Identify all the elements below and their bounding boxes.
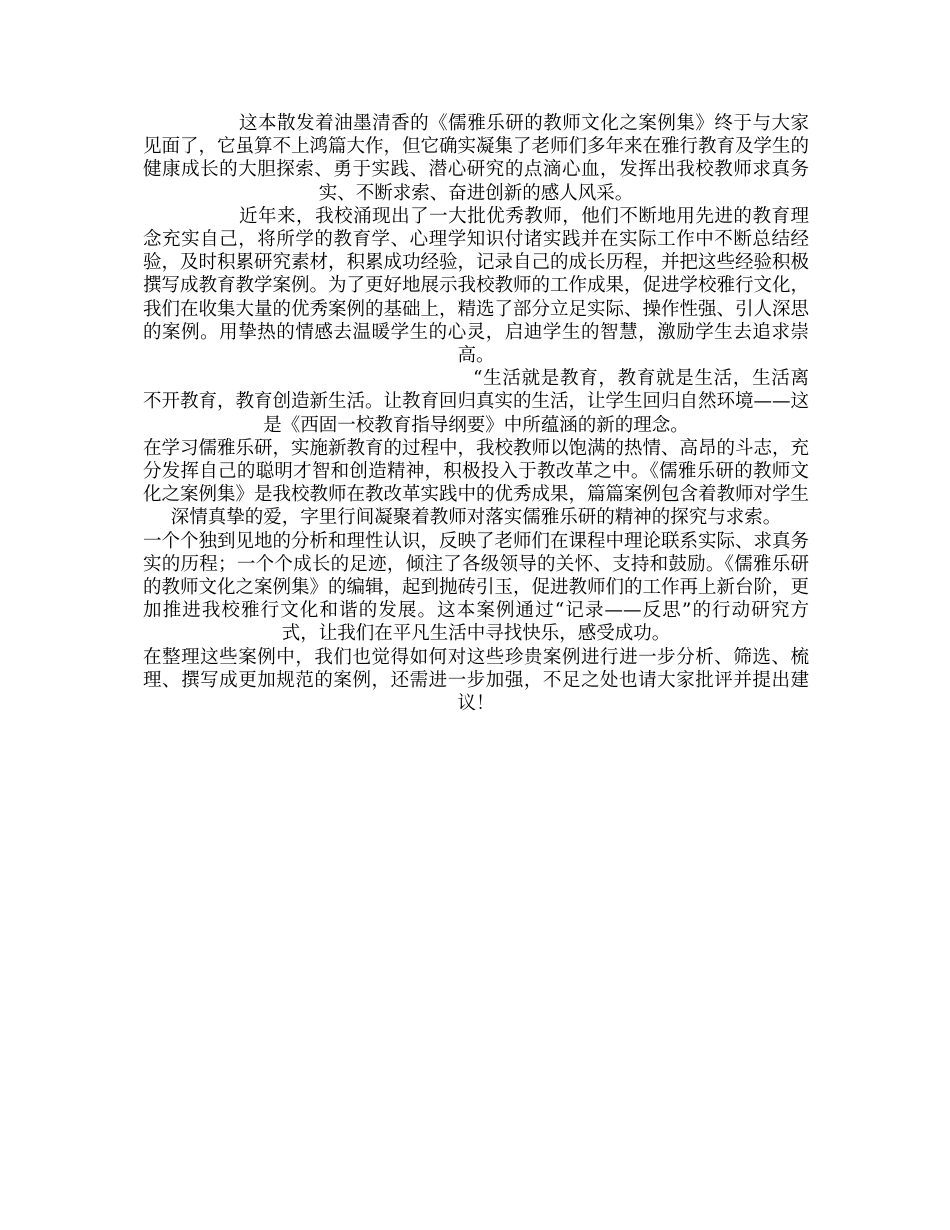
paragraph-1: 这本散发着油墨清香的《儒雅乐研的教师文化之案例集》终于与大家见面了，它虽算不上鸿篇大作，但它确实凝集了老师们多年来在雅行教育及学生的健康成长的大胆探索、勇于实践、潜心研究的点滴心血，发挥出我校教师求真务实、不断求索、奋进创新的感人风采。 [143, 113, 810, 204]
paragraph-2: 近年来，我校涌现出了一大批优秀教师，他们不断地用先进的教育理念充实自己，将所学的教育学、心理学知识付诸实践并在实际工作中不断总结经验，及时积累研究素材，积累成功经验，记录自己的成长历程，并把这些经验积极撰写成教育教学案例。为了更好地展示我校教师的工作成果，促进学校雅行文化，我们在收集大量的优秀案例的基础上，精选了部分立足实际、操作性强、引人深思的案例。用挚热的情感去温暖学生的心灵，启迪学生的智慧，激励学生去追求崇高。 [143, 205, 810, 367]
paragraph-3: “生活就是教育，教育就是生活，生活离不开教育，教育创造新生活。让教育回归真实的生活，让学生回归自然环境——这是《西固一校教育指导纲要》中所蕴涵的新的理念。 [143, 368, 810, 436]
paragraph-6: 在整理这些案例中，我们也觉得如何对这些珍贵案例进行进一步分析、筛选、梳理、撰写成更加规范的案例，还需进一步加强，不足之处也请大家批评并提出建议！ [143, 646, 809, 715]
document-body [143, 112, 809, 715]
paragraph-4: 在学习儒雅乐研，实施新教育的过程中，我校教师以饱满的热情、高昂的斗志，充分发挥自己的聪明才智和创造精神，积极投入于教改革之中。《儒雅乐研的教师文化之案例集》是我校教师在教改革实践中的优秀成果，篇篇案例包含着教师对学生深情真挚的爱，字里行间凝聚着教师对落实儒雅乐研的精神的探究与求索。 [143, 437, 810, 529]
paragraph-5: 一个个独到见地的分析和理性认识，反映了老师们在课程中理论联系实际、求真务实的历程；一个个成长的足迹，倾注了各级领导的关怀、支持和鼓励。《儒雅乐研的教师文化之案例集》的编辑，起到抛砖引玉，促进教师们的工作再上新台阶，更加推进我校雅行文化和谐的发展。这本案例通过“记录——反思”的行动研究方式，让我们在平凡生活中寻找快乐，感受成功。 [143, 530, 810, 645]
